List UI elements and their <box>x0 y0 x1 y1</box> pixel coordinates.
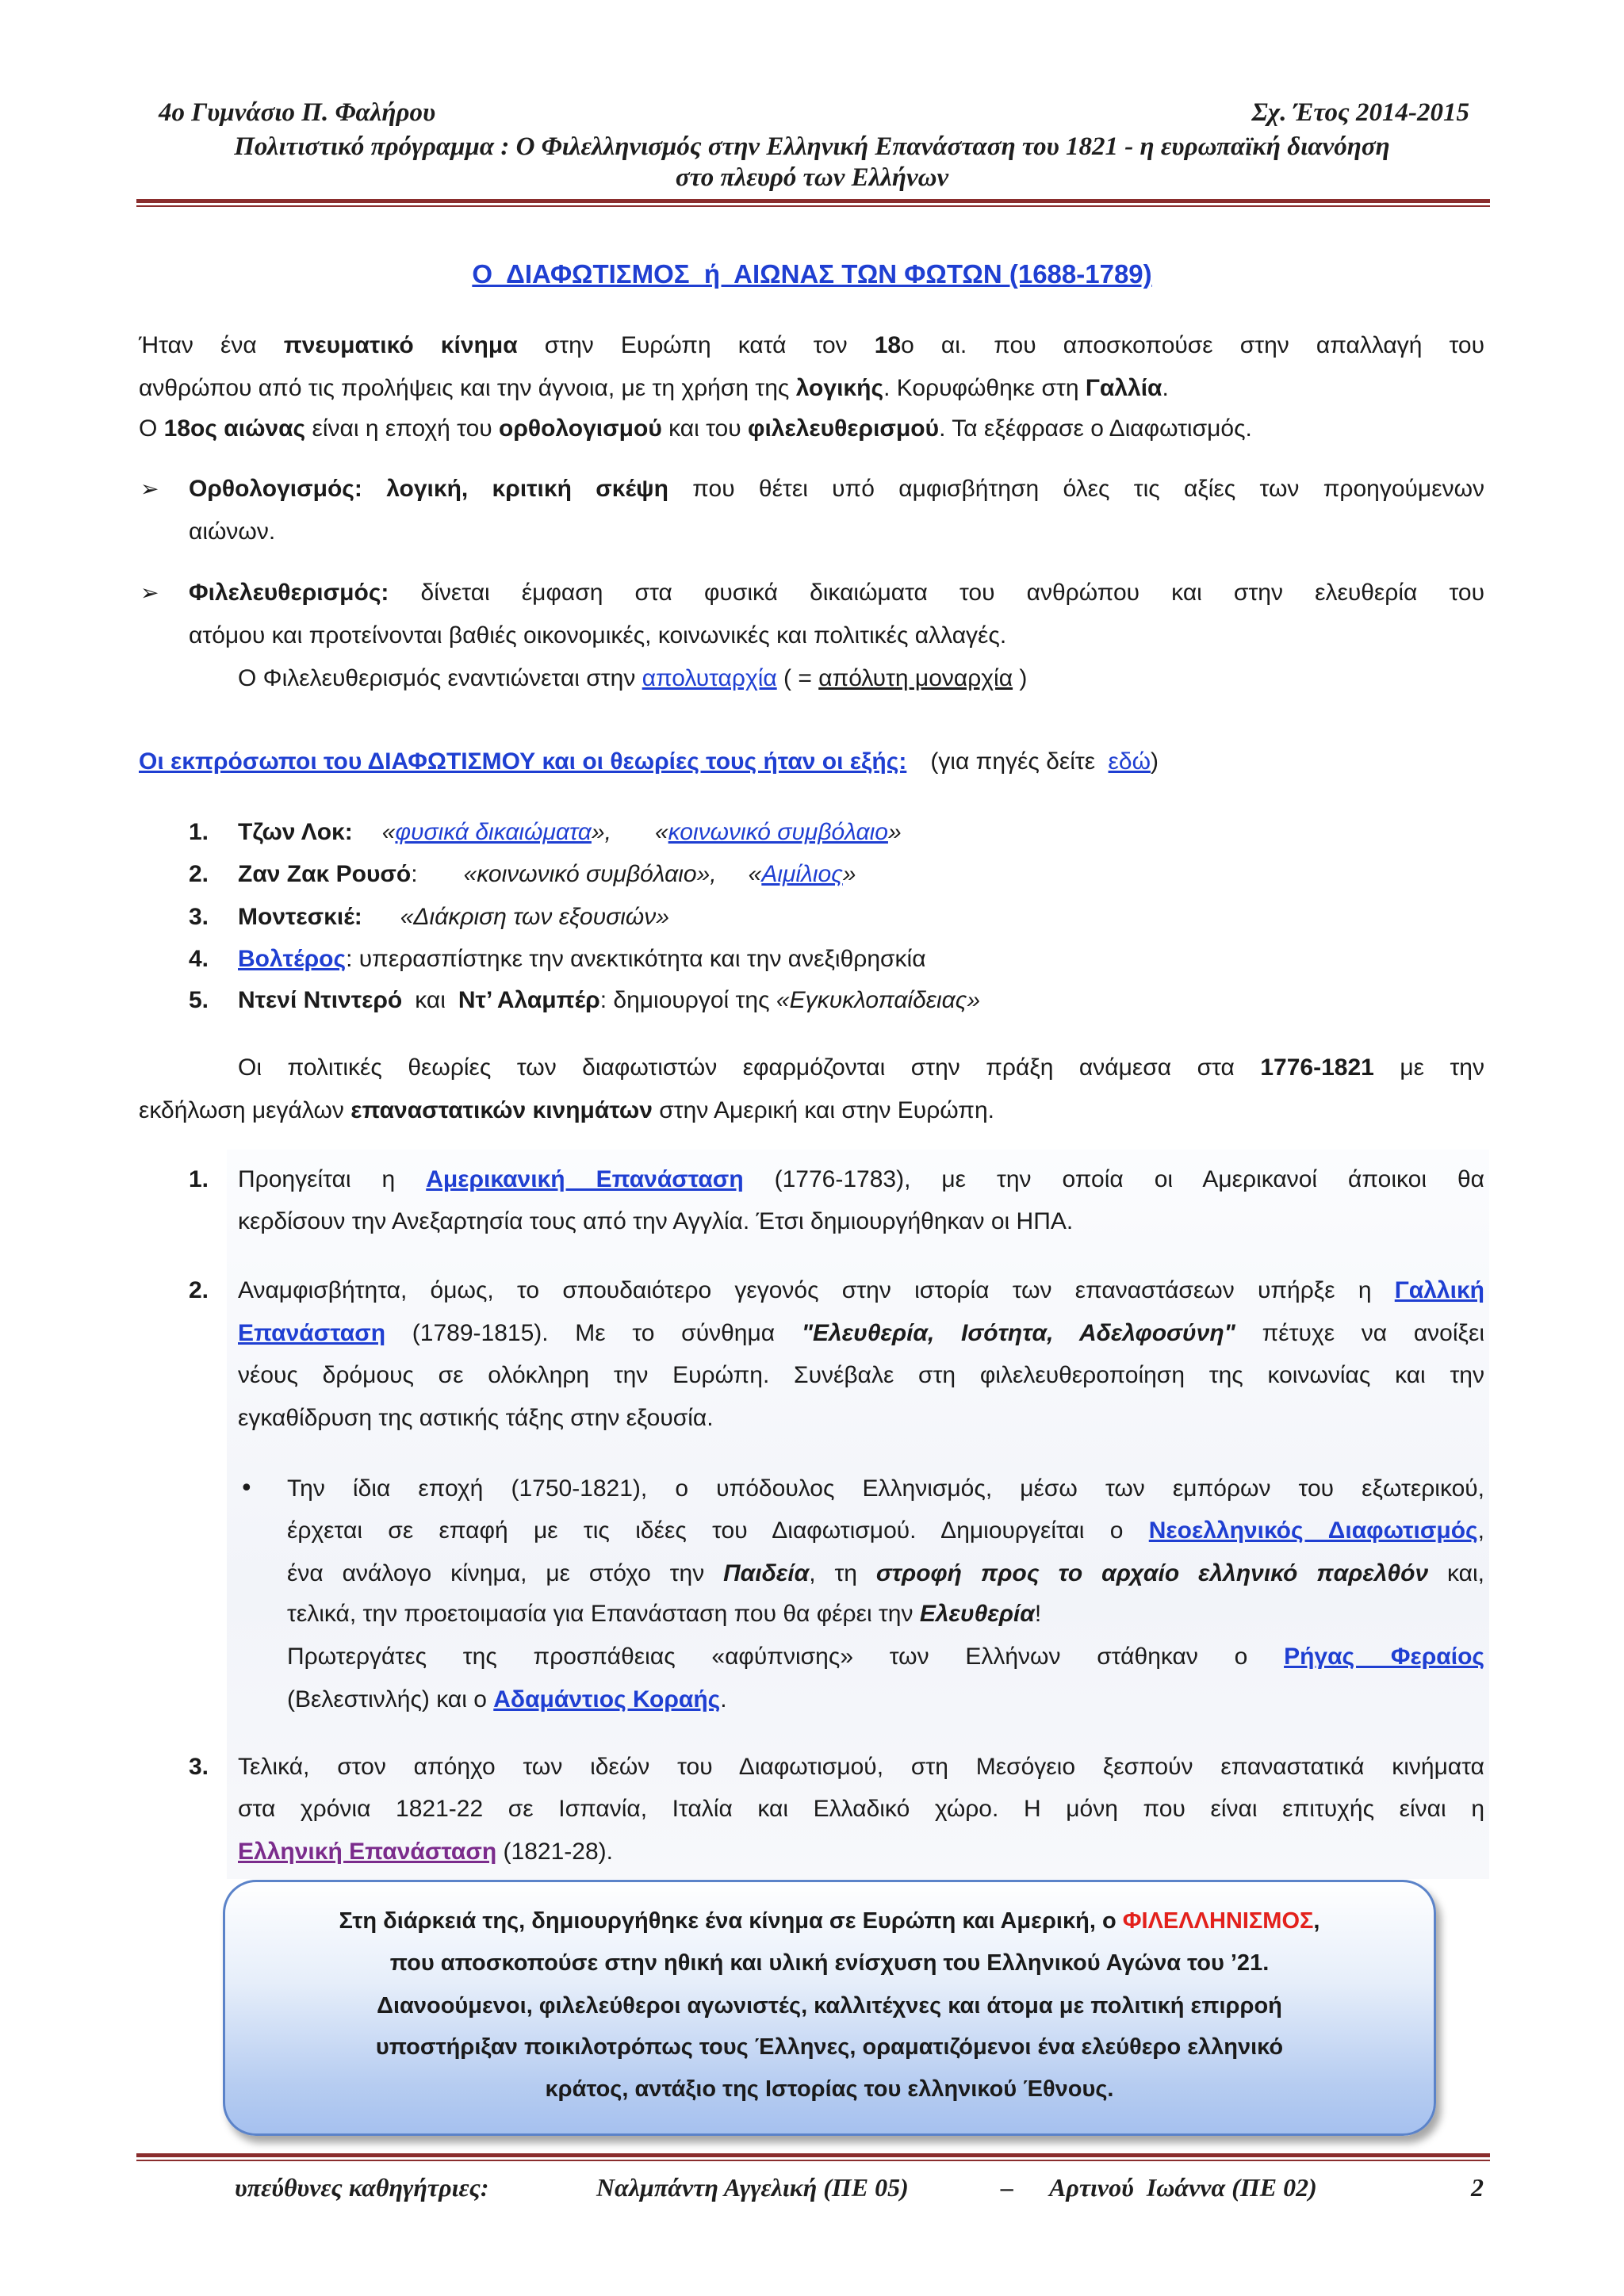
intro-line-2 <box>139 368 1169 409</box>
list-number: 1. <box>189 819 209 845</box>
callout-line-4: υποστήριξαν ποικιλοτρόπως τους Έλληνες, οραματιζόμενοι ένα ελεύθερο ελληνικό <box>375 2034 1284 2060</box>
bold-term: Φιλελευθερισμός: <box>189 580 389 606</box>
sub-bullet-line-6 <box>287 1679 727 1720</box>
bold-term: Ορθολογισμός: λογική, κριτική σκέψη <box>189 476 668 502</box>
text: Προηγείται η <box>238 1166 427 1192</box>
list-item <box>238 939 926 980</box>
list-number: 3. <box>189 1754 209 1780</box>
bold-term: επαναστατικών κινημάτων <box>350 1097 653 1123</box>
liberalism-line-3 <box>238 658 1027 699</box>
text: εκδήλωση μεγάλων <box>139 1097 351 1123</box>
text: Πρωτεργάτες της προσπάθειας «αφύπνισης» των Ελλήνων στάθηκαν ο <box>287 1644 1285 1670</box>
text: . Κορυφώθηκε στη <box>883 375 1086 401</box>
text: ( = <box>776 665 819 691</box>
text: με την <box>1373 1054 1484 1081</box>
text: . <box>720 1686 727 1712</box>
link-sources[interactable]: εδώ <box>1108 748 1151 775</box>
text: και, <box>1428 1560 1485 1586</box>
school-name: 4ο Γυμνάσιο Π. Φαλήρου <box>159 98 436 127</box>
link-american-revolution[interactable]: Αμερικανική Επανάσταση <box>426 1166 744 1192</box>
text: (Βελεστινλής) και ο <box>287 1686 494 1712</box>
text: « <box>654 819 668 845</box>
text: Ο Φιλελευθερισμός εναντιώνεται στην <box>238 665 642 691</box>
bold-italic-term: Παιδεία <box>723 1560 810 1586</box>
bold-term: Ζαν Ζακ Ρουσό <box>238 861 412 887</box>
revolution-2-line-1 <box>238 1270 1484 1311</box>
motto: "Ελευθερία, Ισότητα, Αδελφοσύνη" <box>801 1320 1235 1346</box>
intro-line-1 <box>139 325 1484 366</box>
text: στην Ευρώπη κατά τον <box>517 332 875 358</box>
link-social-contract[interactable]: κοινωνικό συμβόλαιο <box>668 819 888 845</box>
callout-line-1 <box>225 1901 1434 1941</box>
text: Στη διάρκειά της, δημιουργήθηκε ένα κίνημα σε Ευρώπη και Αμερική, ο <box>339 1908 1123 1934</box>
program-title-line-2: στο πλευρό των Ελλήνων <box>675 163 949 192</box>
link-modern-greek-enlightenment[interactable]: Νεοελληνικός Διαφωτισμός <box>1148 1517 1478 1544</box>
link-greek-revolution[interactable]: Ελληνική Επανάσταση <box>238 1839 497 1865</box>
list-number: 2. <box>189 861 209 887</box>
revolution-2-line-4: εγκαθίδρυση της αστικής τάξης στην εξουσία. <box>238 1405 714 1431</box>
liberalism-line-1 <box>189 572 1484 614</box>
list-item <box>238 854 856 895</box>
liberalism-line-2: ατόμου και προτείνονται βαθιές οικονομικές, κοινωνικές και πολιτικές αλλαγές. <box>189 622 1007 649</box>
list-number: 5. <box>189 987 209 1013</box>
bold-term: ορθολογισμού <box>499 415 662 442</box>
bold-term: Ντ’ Αλαμπέρ <box>458 987 600 1013</box>
text: στην Αμερική και στην Ευρώπη. <box>652 1097 994 1123</box>
sub-bullet-line-3 <box>287 1553 1484 1594</box>
representatives-heading-line <box>139 741 1159 783</box>
text: (1821-28). <box>496 1839 613 1865</box>
text: . <box>1162 375 1169 401</box>
footer-dash: – <box>1001 2173 1013 2202</box>
callout-line-5: κράτος, αντάξιο της Ιστορίας του ελληνικού Έθνους. <box>545 2076 1114 2102</box>
text: και <box>415 987 446 1013</box>
link-natural-rights[interactable]: φυσικά δικαιώματα <box>395 819 592 845</box>
sub-bullet-line-2 <box>287 1510 1484 1552</box>
text: είναι η εποχή του <box>305 415 500 442</box>
section-heading: Οι εκπρόσωποι του ΔΙΑΦΩΤΙΣΜΟΥ και οι θεωρίες τους ήταν οι εξής: <box>139 748 907 775</box>
rationalism-line-2: αιώνων. <box>189 519 276 545</box>
text: ) <box>1013 665 1028 691</box>
intro-line-3 <box>139 408 1252 450</box>
bold-term: Γαλλία <box>1085 375 1162 401</box>
revolution-3-line-3 <box>238 1831 613 1873</box>
list-number: 1. <box>189 1166 209 1192</box>
bold-term: Τζων Λοκ: <box>238 819 353 845</box>
sub-bullet-line-5 <box>287 1636 1484 1678</box>
highlight-term: ΦΙΛΕΛΛΗΝΙΣΜΟΣ <box>1122 1908 1314 1934</box>
list-item <box>238 897 669 938</box>
text: « <box>381 819 396 845</box>
philhellenism-callout-box <box>223 1880 1436 2136</box>
underlined-term: απόλυτη μοναρχία <box>818 665 1013 691</box>
text: τελικά, την προετοιμασία για Επανάσταση που θα φέρει την <box>287 1601 920 1627</box>
text: : υπερασπίστηκε την ανεκτικότητα και την ανεξιθρησκία <box>346 946 926 972</box>
text: που θέτει υπό αμφισβήτηση όλες τις αξίες των προηγούμενων <box>668 476 1485 502</box>
text: ) <box>1151 748 1159 775</box>
transition-line-2 <box>139 1090 994 1131</box>
text: δίνεται έμφαση στα φυσικά δικαιώματα του ανθρώπου και στην ελευθερία του <box>389 580 1484 606</box>
bold-term: φιλελευθερισμού <box>747 415 940 442</box>
footer-teacher-2: Αρτινού Ιωάννα (ΠΕ 02) <box>1049 2173 1317 2202</box>
page-title: Ο ΔΙΑΦΩΤΙΣΜΟΣ ή ΑΙΩΝΑΣ ΤΩΝ ΦΩΤΩΝ (1688-1789) <box>472 259 1152 289</box>
text: ο αι. που αποσκοπούσε στην απαλλαγή του <box>901 332 1484 358</box>
page-number: 2 <box>1471 2173 1484 2202</box>
text: «Εγκυκλοπαίδειας» <box>776 987 981 1013</box>
text: πέτυχε να ανοίξει <box>1235 1320 1484 1346</box>
text: « <box>748 861 762 887</box>
callout-line-3: Διανοούμενοι, φιλελεύθεροι αγωνιστές, καλλιτέχνες και άτομα με πολιτική επιρροή <box>377 1993 1282 2019</box>
revolution-1-line-1 <box>238 1159 1484 1200</box>
text: Οι πολιτικές θεωρίες των διαφωτιστών εφαρμόζονται στην πράξη ανάμεσα στα <box>238 1054 1261 1081</box>
text: , <box>1477 1517 1484 1544</box>
transition-line-1 <box>238 1047 1484 1089</box>
link-emile[interactable]: Αιμίλιος <box>761 861 843 887</box>
text: (για πηγές δείτε <box>930 748 1102 775</box>
text: (1776-1783), με την οποία οι Αμερικανοί άποικοι θα <box>743 1166 1484 1192</box>
sub-bullet-line-1: Την ίδια εποχή (1750-1821), ο υπόδουλος Ελληνισμός, μέσω των εμπόρων του εξωτερικού, <box>287 1475 1484 1502</box>
link-adamantios-korais[interactable]: Αδαμάντιος Κοραής <box>493 1686 721 1712</box>
link-french-revolution[interactable]: Γαλλική <box>1394 1277 1484 1303</box>
text: Ο <box>139 415 164 442</box>
text: έρχεται σε επαφή με τις ιδέες του Διαφωτισμού. Δημιουργείται ο <box>287 1517 1149 1544</box>
text: , τη <box>809 1560 876 1586</box>
dot-bullet-icon: • <box>239 1475 254 1502</box>
bold-term: Μοντεσκιέ: <box>238 904 362 930</box>
text: : δημιουργοί της <box>599 987 776 1013</box>
program-title-line-1: Πολιτιστικό πρόγραμμα : Ο Φιλελληνισμός στην Ελληνική Επανάσταση του 1821 - η ευρωπαϊκή διανόηση <box>234 132 1390 161</box>
revolution-3-line-1: Τελικά, στον απόηχο των ιδεών του Διαφωτισμού, στη Μεσόγειο ξεσπούν επαναστατικά κινήματα <box>238 1754 1484 1780</box>
link-rigas-feraios[interactable]: Ρήγας Φεραίος <box>1284 1644 1485 1670</box>
list-number: 2. <box>189 1277 209 1303</box>
bold-term: πνευματικό κίνημα <box>283 332 518 358</box>
text: . Τα εξέφρασε ο Διαφωτισμός. <box>939 415 1252 442</box>
text: ανθρώπου από τις προλήψεις και την άγνοια, με τη χρήση της <box>139 375 796 401</box>
text: » <box>887 819 902 845</box>
footer-label: υπεύθυνες καθηγήτριες: <box>235 2173 489 2202</box>
list-number: 3. <box>189 904 209 930</box>
bold-italic-term: στροφή προς το αρχαίο ελληνικό παρελθόν <box>875 1560 1429 1586</box>
revolution-2-line-3: νέους δρόμους σε ολόκληρη την Ευρώπη. Συνέβαλε στη φιλελευθεροποίηση της κοινωνίας και την <box>238 1362 1484 1388</box>
text: : <box>411 861 418 887</box>
list-number: 4. <box>189 946 209 972</box>
sub-bullet-line-4 <box>287 1594 1041 1635</box>
link-absolutism[interactable]: απολυταρχία <box>642 665 777 691</box>
bold-term: λογικής <box>795 375 884 401</box>
bold-term: 18 <box>874 332 902 358</box>
text: και του <box>661 415 748 442</box>
text: (1789-1815). Με το σύνθημα <box>385 1320 802 1346</box>
bold-term: 18ος αιώνας <box>163 415 306 442</box>
text: «κοινωνικό συμβόλαιο», <box>463 861 717 887</box>
footer-rule <box>136 2153 1490 2161</box>
revolution-3-line-2: στα χρόνια 1821-22 σε Ισπανία, Ιταλία και Ελλαδικό χώρο. Η μόνη που είναι επιτυχής είναι η <box>238 1796 1484 1822</box>
revolution-1-line-2: κερδίσουν την Ανεξαρτησία τους από την Αγγλία. Έτσι δημιουργήθηκαν οι ΗΠΑ. <box>238 1208 1074 1234</box>
text: Ήταν ένα <box>139 332 284 358</box>
text: «Διάκριση των εξουσιών» <box>400 904 669 930</box>
bold-term: Ντενί Ντιντερό <box>238 987 403 1013</box>
list-item <box>238 980 980 1021</box>
bold-term: 1776-1821 <box>1260 1054 1374 1081</box>
link-french-revolution[interactable]: Επανάσταση <box>238 1320 386 1346</box>
text: Αναμφισβήτητα, όμως, το σπουδαιότερο γεγονός στην ιστορία των επαναστάσεων υπήρξε η <box>238 1277 1395 1303</box>
text: » <box>842 861 856 887</box>
rationalism-line-1 <box>189 469 1484 510</box>
header-rule <box>136 199 1490 207</box>
callout-line-2: που αποσκοπούσε στην ηθική και υλική ενίσχυση του Ελληνικού Αγώνα του ’21. <box>389 1950 1270 1976</box>
school-year: Σχ. Έτος 2014-2015 <box>1251 98 1469 127</box>
link-voltaire[interactable]: Βολτέρος <box>238 946 347 972</box>
text: , <box>1313 1908 1320 1934</box>
text: ! <box>1034 1601 1042 1627</box>
arrow-bullet-icon: ➢ <box>140 580 159 606</box>
text: », <box>591 819 611 845</box>
revolution-2-line-2 <box>238 1313 1484 1354</box>
footer-teacher-1: Ναλμπάντη Αγγελική (ΠΕ 05) <box>596 2173 909 2202</box>
text: ένα ανάλογο κίνημα, με στόχο την <box>287 1560 724 1586</box>
list-item <box>238 812 902 853</box>
arrow-bullet-icon: ➢ <box>140 476 159 502</box>
bold-italic-term: Ελευθερία <box>919 1601 1035 1627</box>
